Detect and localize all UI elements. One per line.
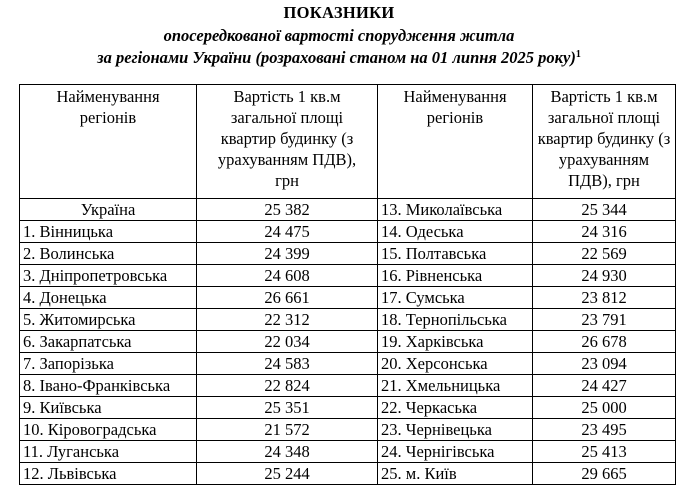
cost-value-cell: 22 824 — [197, 375, 378, 397]
table-row — [20, 243, 676, 265]
title-line-3-text: за регіонами України (розраховані станом на 01 липня 2025 року) — [97, 48, 576, 67]
cost-value-cell: 23 812 — [533, 287, 676, 309]
cost-value-cell: 23 495 — [533, 419, 676, 441]
header-region-left: Найменування регіонів — [20, 85, 197, 199]
table-row — [20, 419, 676, 441]
cost-value-cell: 22 312 — [197, 309, 378, 331]
cost-value-cell: 24 608 — [197, 265, 378, 287]
region-name-cell: 22. Черкаська — [378, 397, 533, 419]
cost-value-cell: 24 930 — [533, 265, 676, 287]
cost-value-cell: 22 034 — [197, 331, 378, 353]
region-name-cell: 14. Одеська — [378, 221, 533, 243]
cost-value-cell: 25 351 — [197, 397, 378, 419]
header-cost-right: Вартість 1 кв.м загальної площі квартир будинку (з урахуванням ПДВ), грн — [533, 85, 676, 199]
table-row — [20, 287, 676, 309]
cost-value-cell: 25 244 — [197, 463, 378, 485]
cost-value-cell: 23 791 — [533, 309, 676, 331]
region-name-cell: 8. Івано-Франківська — [20, 375, 197, 397]
title-line-2: опосередкованої вартості спорудження житла — [163, 26, 515, 45]
construction-cost-table — [19, 84, 676, 485]
cost-value-cell: 24 427 — [533, 375, 676, 397]
cost-value-cell: 25 382 — [197, 199, 378, 221]
table-row — [20, 309, 676, 331]
cost-value-cell: 26 678 — [533, 331, 676, 353]
table-row — [20, 331, 676, 353]
region-name-cell: 16. Рівненська — [378, 265, 533, 287]
region-name-cell: 4. Донецька — [20, 287, 197, 309]
region-name-cell: 13. Миколаївська — [378, 199, 533, 221]
region-name-cell: 19. Харківська — [378, 331, 533, 353]
cost-value-cell: 25 344 — [533, 199, 676, 221]
header-cost-left: Вартість 1 кв.м загальної площі квартир будинку (з урахуванням ПДВ), грн — [197, 85, 378, 199]
table-row — [20, 375, 676, 397]
region-name-cell: 20. Херсонська — [378, 353, 533, 375]
table-row — [20, 463, 676, 485]
region-name-cell: 12. Львівська — [20, 463, 197, 485]
region-name-cell: 3. Дніпропетровська — [20, 265, 197, 287]
region-name-cell: 24. Чернігівська — [378, 441, 533, 463]
cost-value-cell: 24 475 — [197, 221, 378, 243]
region-name-cell: 17. Сумська — [378, 287, 533, 309]
cost-value-cell: 21 572 — [197, 419, 378, 441]
table-row — [20, 397, 676, 419]
region-name-cell: Україна — [20, 199, 197, 221]
table-row — [20, 221, 676, 243]
table-row — [20, 199, 676, 221]
region-name-cell: 23. Чернівецька — [378, 419, 533, 441]
cost-value-cell: 24 316 — [533, 221, 676, 243]
region-name-cell: 5. Житомирська — [20, 309, 197, 331]
cost-value-cell: 24 583 — [197, 353, 378, 375]
cost-value-cell: 24 399 — [197, 243, 378, 265]
footnote-mark: 1 — [575, 49, 581, 60]
header-row — [20, 85, 676, 199]
table-row — [20, 265, 676, 287]
region-name-cell: 2. Волинська — [20, 243, 197, 265]
table-row — [20, 441, 676, 463]
cost-value-cell: 25 413 — [533, 441, 676, 463]
region-name-cell: 11. Луганська — [20, 441, 197, 463]
cost-value-cell: 23 094 — [533, 353, 676, 375]
region-name-cell: 25. м. Київ — [378, 463, 533, 485]
region-name-cell: 15. Полтавська — [378, 243, 533, 265]
cost-value-cell: 29 665 — [533, 463, 676, 485]
region-name-cell: 10. Кіровоградська — [20, 419, 197, 441]
header-region-right: Найменування регіонів — [378, 85, 533, 199]
region-name-cell: 1. Вінницька — [20, 221, 197, 243]
region-name-cell: 9. Київська — [20, 397, 197, 419]
region-name-cell: 7. Запорізька — [20, 353, 197, 375]
title-line-3 — [0, 47, 678, 68]
cost-value-cell: 24 348 — [197, 441, 378, 463]
title-line-1: ПОКАЗНИКИ — [283, 3, 395, 22]
region-name-cell: 21. Хмельницька — [378, 375, 533, 397]
cost-value-cell: 25 000 — [533, 397, 676, 419]
region-name-cell: 18. Тернопільська — [378, 309, 533, 331]
table-body — [20, 199, 676, 485]
region-name-cell: 6. Закарпатська — [20, 331, 197, 353]
cost-value-cell: 26 661 — [197, 287, 378, 309]
cost-value-cell: 22 569 — [533, 243, 676, 265]
table-row — [20, 353, 676, 375]
